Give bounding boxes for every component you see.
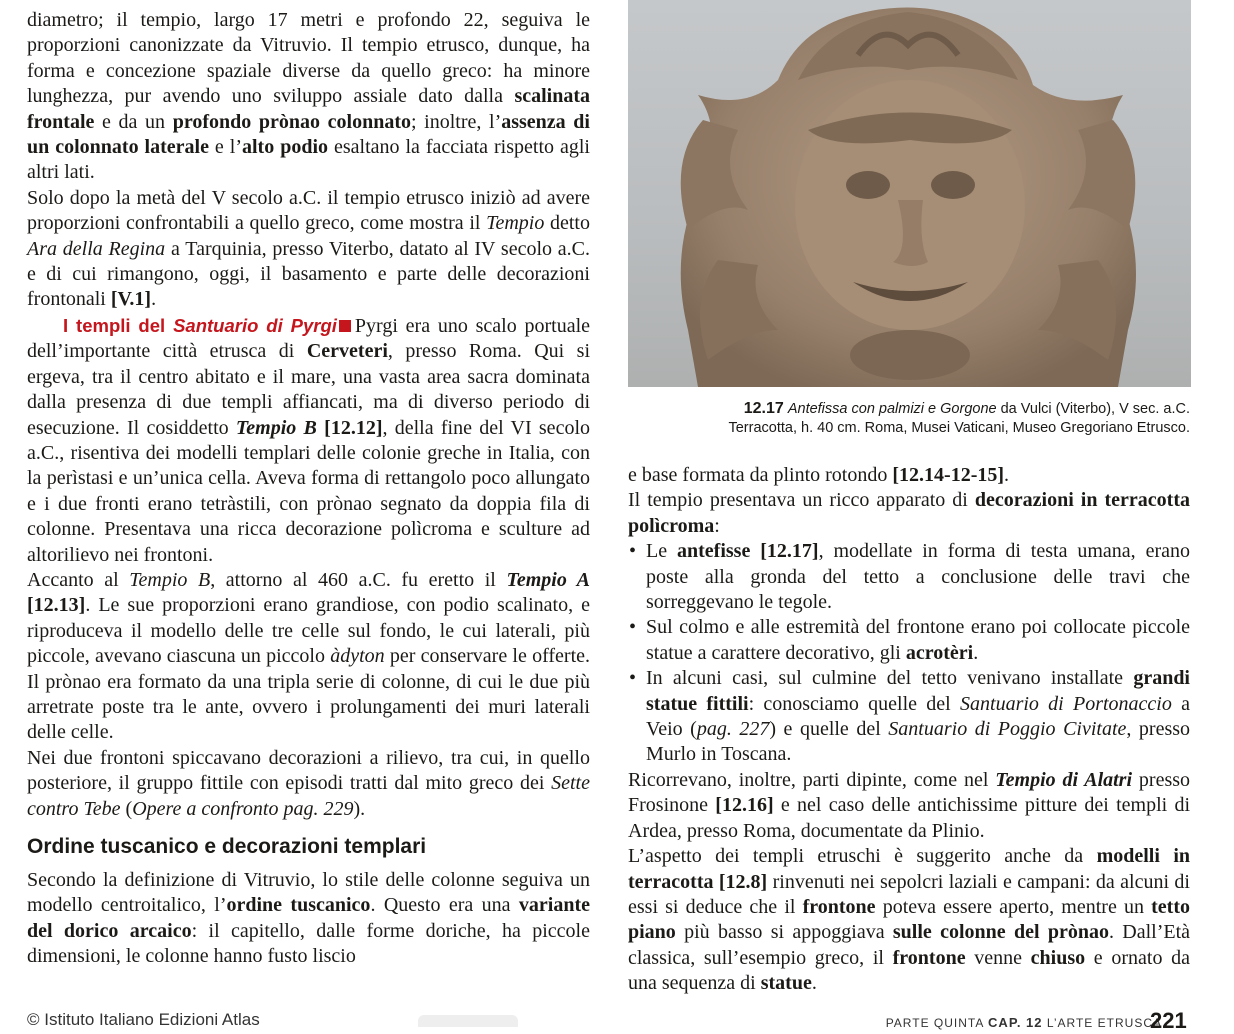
right-column [628,463,1190,997]
figure-reference: [12.17] [760,540,819,563]
figure-reference: [12.12] [324,416,383,439]
left-column [27,8,590,970]
figure-reference: [12.16] [715,794,774,817]
figure-reference: [12.14-12-15] [892,464,1005,486]
list-item: • In alcuni casi, sul culmine del tetto venivano installate grandi statue fittili: conosciamo quelle del Santuario di Portonaccio a Veio (pag. 227) e quelle del Santuario di Poggio Civitate, presso Murlo in Toscana. [628,666,1190,768]
paragraph-pyrgi: I templi del Santuario di Pyrgi Pyrgi era uno scalo portuale dell’importante città etrusca di Cerveteri, presso Roma. Qui si ergeva, tra il centro abitato e il mare, una vasta area sacra dominata dalla presenza di due templi affiancati, ma di diverso periodo di esecuzione. Il cosiddetto Tempio B [12.12], della fine del VI secolo a.C., risentiva dei modelli templari delle colonie greche in Italia, con la perìstasi e un’unica cella. Aveva forma di rettangolo poco allungato e i due fronti erano tetràstili, con prònao segnato da doppia fila di colonne. Presentava una ricca decorazione polìcroma e sculture ad altorilievo nei frontoni. [27,314,591,566]
paragraph-intro: diametro; il tempio, largo 17 metri e profondo 22, seguiva le proporzioni canonizzate da Vitruvio. Il tempio etrusco, dunque, ha forma e concezione spaziale diverse da quello greco: ha minore lunghezza, pur avendo uno sviluppo assiale dato dalla scalinata frontale e da un profondo prònao colonnato; inoltre, l’assenza di un colonnato laterale e l’alto podio esaltano la facciata rispetto agli altri lati. [27,9,590,184]
red-square-icon [339,320,351,332]
figure-reference: [V.1] [110,288,152,311]
decoration-list [628,539,1190,768]
list-item: • Sul colmo e alle estremità del frontone erano poi collocate piccole statue a carattere decorativo, gli acrotèri. [628,615,1190,666]
list-item: • Le antefisse [12.17], modellate in forma di testa umana, erano poste alla gronda del tetto a conclusione delle travi che sorreggevano le tegole. [628,539,1190,615]
paragraph-ordine-tuscanico: Secondo la definizione di Vitruvio, lo stile delle colonne seguiva un modello centroitalico, l’ordine tuscanico. Questo era una variante del dorico arcaico: il capitello, dalle forme doriche, ha piccole dimensioni, le colonne hanno fusto liscio [27,869,591,968]
section-heading: Ordine tuscanico e decorazioni templari [27,835,427,858]
paragraph-modelli: L’aspetto dei templi etruschi è suggerito anche da modelli in terracotta [12.8] rinvenuti nei sepolcri laziali e campani: da alcuni di essi si deduce che il frontone poteva essere aperto, mentre un tetto piano più basso si appoggiava sulle colonne del prònao. Dall’Età classica, sull’esempio greco, il frontone venne chiuso e ornato da una sequenza di statue. [628,845,1191,995]
paragraph-decorazioni: Il tempio presentava un ricco apparato di decorazioni in terracotta polìcroma: [628,489,1190,537]
runin-heading: I templi del Santuario di Pyrgi [63,314,337,336]
footer-tab [418,1015,518,1027]
paragraph-ara-della-regina: Solo dopo la metà del V secolo a.C. il tempio etrusco iniziò ad avere proporzioni confrontabili a quello greco, come mostra il Tempio detto Ara della Regina a Tarquinia, presso Viterbo, datato al IV secolo a.C. e di cui rimangono, oggi, il basamento e parte delle decorazioni frontonali [V.1]. [27,186,590,311]
page-number: 221 [1150,1008,1187,1033]
running-footer: PARTE QUINTA CAP. 12 L’ARTE ETRUSCA [885,1015,1162,1030]
caption-line-1: 12.17 Antefissa con palmizi e Gorgone da Vulci (Viterbo), V sec. a.C. [743,400,1190,417]
caption-line-2: Terracotta, h. 40 cm. Roma, Musei Vaticani, Museo Gregoriano Etrusco. [728,420,1190,436]
publisher-credit: © Istituto Italiano Edizioni Atlas [27,1010,260,1029]
figure-number: 12.17 [743,400,784,417]
paragraph-tempio-a: Accanto al Tempio B, attorno al 460 a.C. fu eretto il Tempio A [12.13]. Le sue proporzioni erano grandiose, con podio scalinato, e riproduceva il modello delle tre celle sul fondo, le cui laterali, più piccole, avevano ciascuna un piccolo àdyton per conservare le offerte. Il prònao era formato da una tripla serie di colonne, di cui le due più arretrate poste tra le ante, ovvero i prolungamenti dei muri laterali delle celle. [27,568,591,744]
paragraph-alatri: Ricorrevano, inoltre, parti dipinte, come nel Tempio di Alatri presso Frosinone [12.16] e nel caso delle antichissime pitture dei templi di Ardea, presso Roma, documentate da Plinio. [628,768,1191,842]
antefix-photo [628,0,1191,387]
paragraph-frontoni: Nei due frontoni spiccavano decorazioni a rilievo, tra cui, in quello posteriore, il gruppo fittile con episodi tratti dal mito greco dei Sette contro Tebe (Opere a confronto pag. 229). [27,746,590,820]
figure-reference: [12.13] [27,594,86,617]
figure-reference: [12.8] [718,870,768,893]
antefix-illustration [628,0,1191,387]
figure-caption [628,399,1190,438]
paragraph-base: e base formata da plinto rotondo [12.14-12-15]. [628,464,1010,486]
